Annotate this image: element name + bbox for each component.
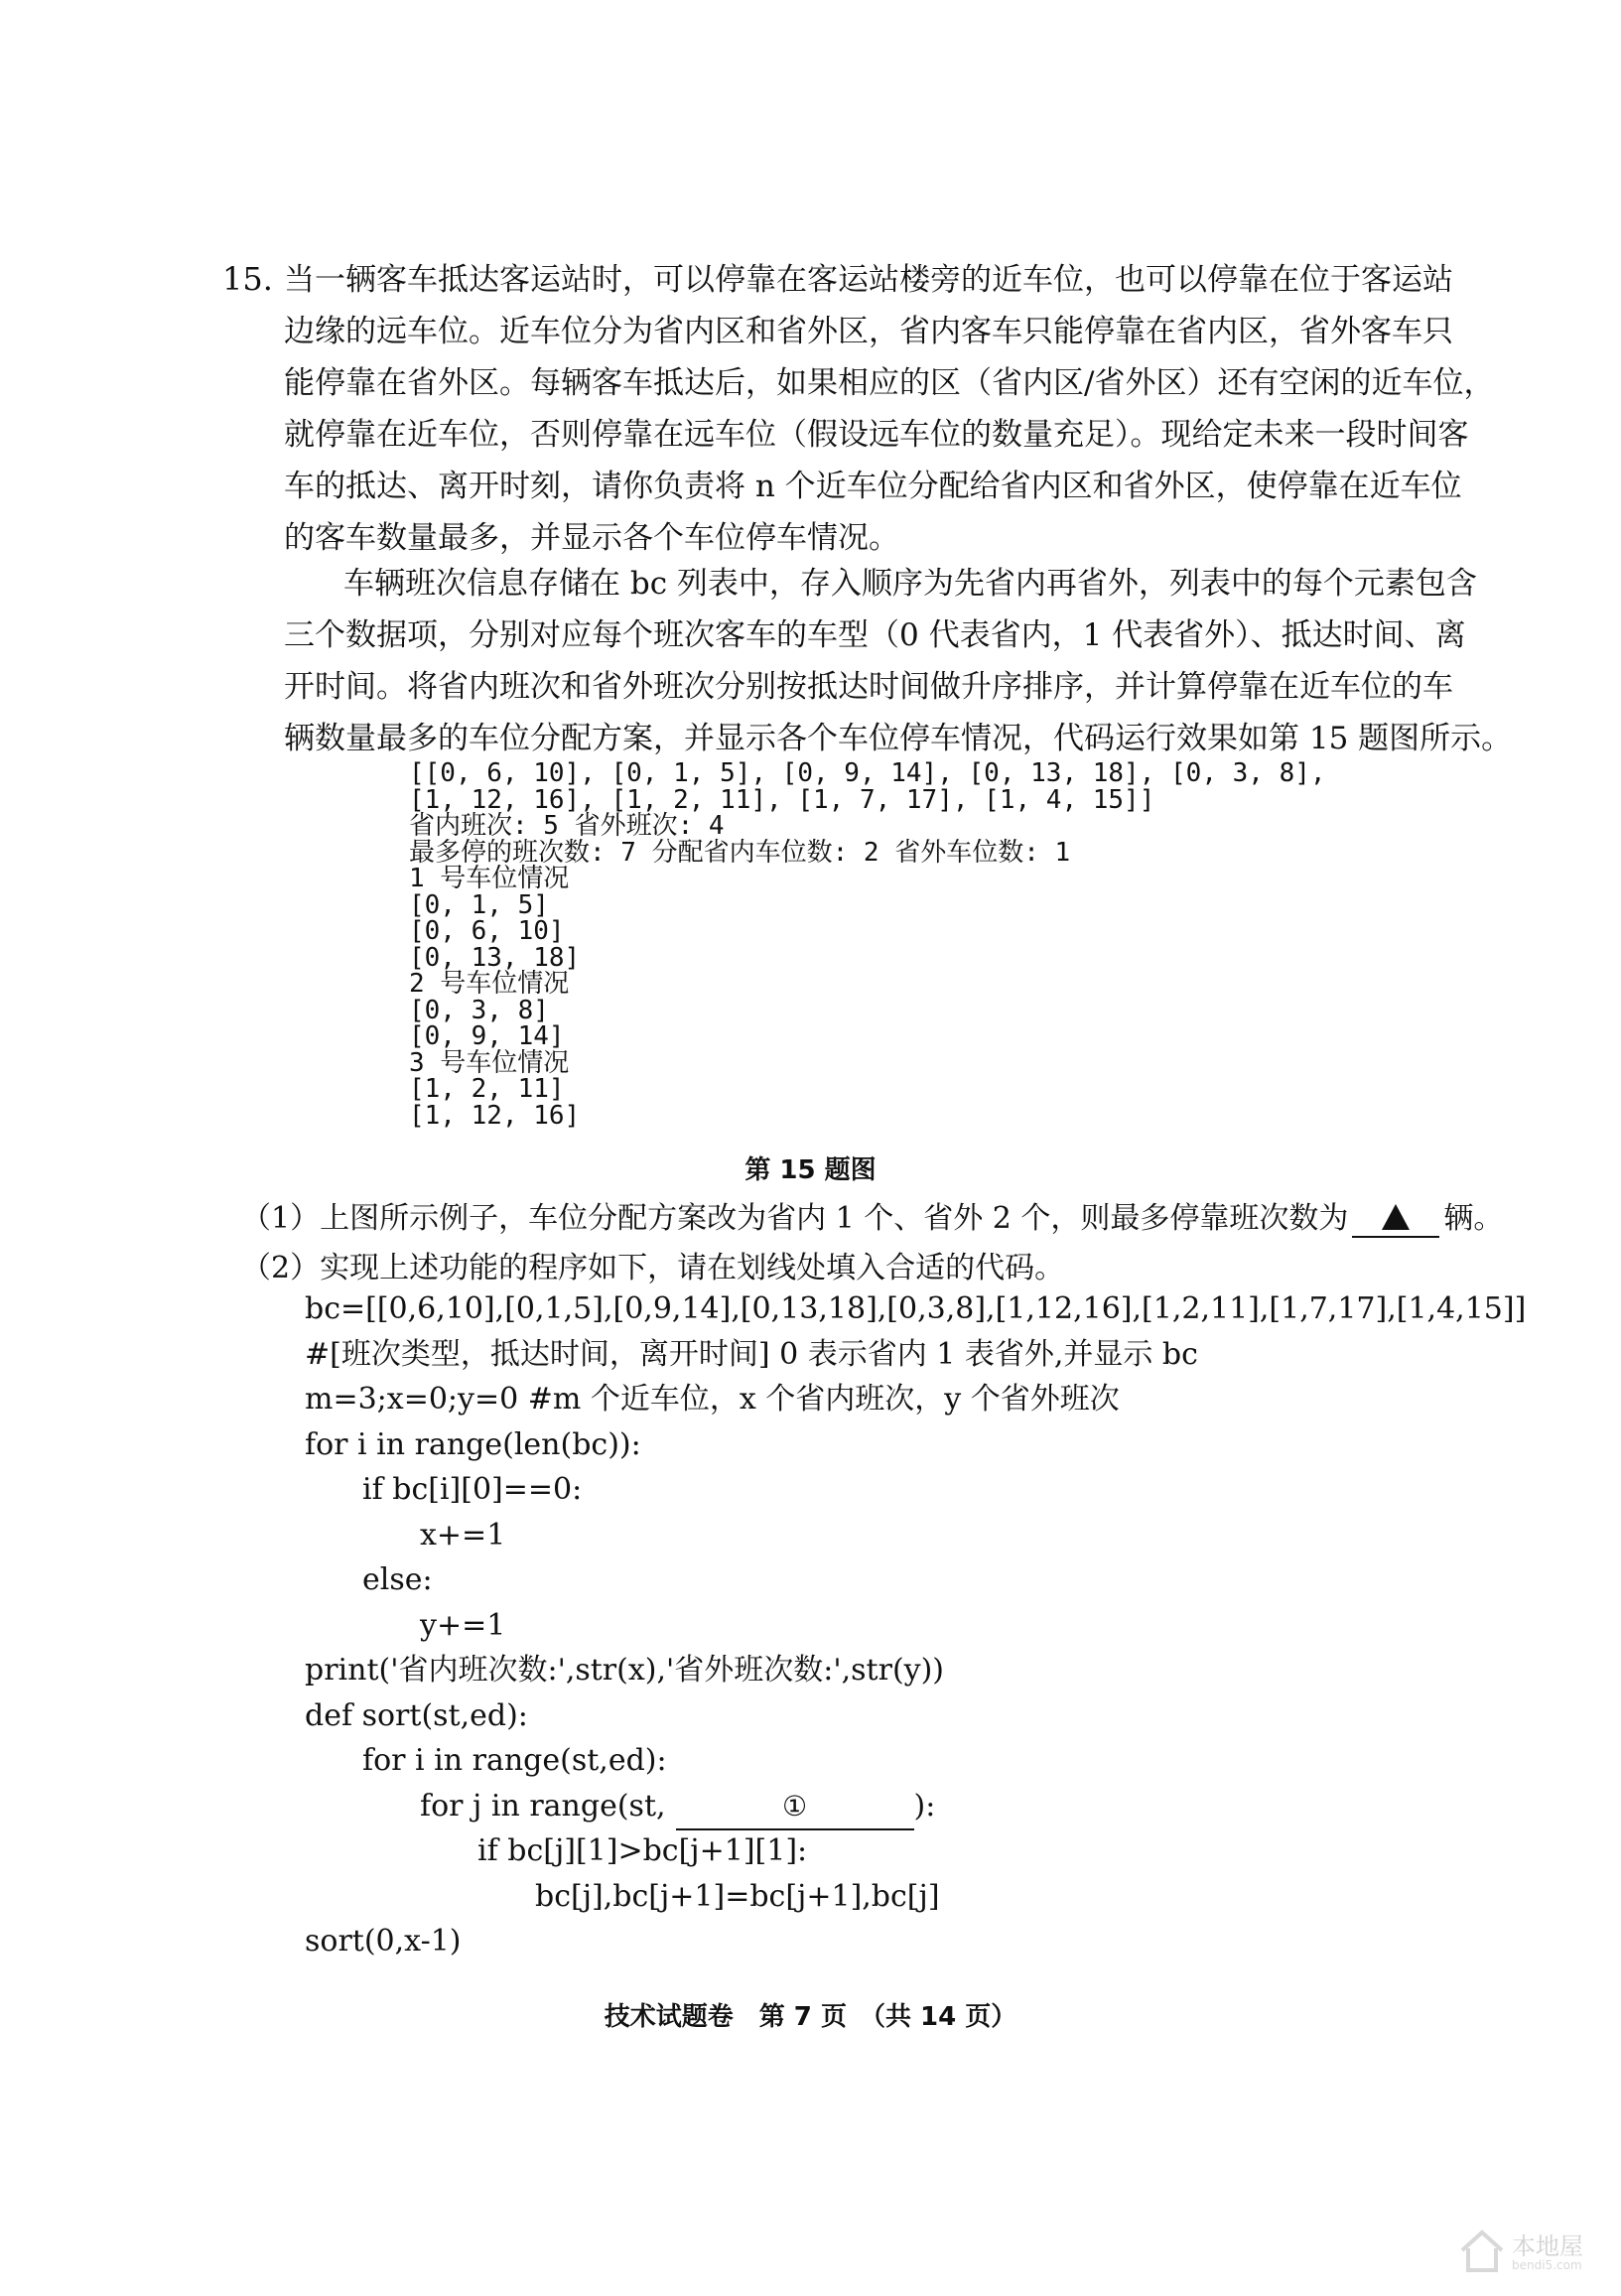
code-line: m=3;x=0;y=0 #m 个近车位，x 个省内班次，y 个省外班次 bbox=[305, 1382, 1120, 1417]
console-line: [0, 13, 18] bbox=[409, 942, 581, 973]
text-line: 车的抵达、离开时刻，请你负责将 n 个近车位分配给省内区和省外区，使停靠在近车位 bbox=[284, 469, 1462, 504]
code-line: bc=[[0,6,10],[0,1,5],[0,9,14],[0,13,18],[0,3,8],[1,12,16],[1,2,11],[1,7,17],[1,4,15]] bbox=[305, 1291, 1527, 1326]
text-line: 辆数量最多的车位分配方案，并显示各个车位停车情况，代码运行效果如第 15 题图所示。 bbox=[284, 721, 1513, 756]
code-block bbox=[305, 1286, 1526, 1964]
code-line: if bc[j][1]>bc[j+1][1]: bbox=[477, 1833, 808, 1868]
text-line: 的客车数量最多，并显示各个车位停车情况。 bbox=[284, 520, 899, 556]
console-line: [1, 12, 16], [1, 2, 11], [1, 7, 17], [1, 4, 15]] bbox=[409, 784, 1155, 815]
text-line: 当一辆客车抵达客运站时，可以停靠在客运站楼旁的近车位，也可以停靠在位于客运站 bbox=[284, 262, 1453, 298]
console-line: 3 号车位情况 bbox=[409, 1047, 570, 1078]
console-line: 最多停的班次数: 7 分配省内车位数: 2 省外车位数: 1 bbox=[409, 837, 1071, 868]
code-line: print('省内班次数:',str(x),'省外班次数:',str(y)) bbox=[305, 1653, 945, 1688]
console-line: [0, 3, 8] bbox=[409, 995, 549, 1025]
console-line: [1, 2, 11] bbox=[409, 1074, 565, 1104]
console-line: [0, 9, 14] bbox=[409, 1021, 565, 1051]
code-line: else: bbox=[362, 1562, 433, 1597]
console-line: 1 号车位情况 bbox=[409, 864, 570, 893]
code-line: y+=1 bbox=[420, 1607, 506, 1643]
console-line: [0, 1, 5] bbox=[409, 889, 549, 920]
code-line: def sort(st,ed): bbox=[305, 1697, 528, 1733]
text-line: 车辆班次信息存储在 bc 列表中，存入顺序为先省内再省外，列表中的每个元素包含 bbox=[343, 566, 1477, 602]
text-line: 开时间。将省内班次和省外班次分别按抵达时间做升序排序，并计算停靠在近车位的车 bbox=[284, 669, 1453, 705]
console-line: 2 号车位情况 bbox=[409, 969, 570, 999]
code-line: #[班次类型，抵达时间，离开时间] 0 表示省内 1 表省外,并显示 bc bbox=[305, 1336, 1198, 1372]
console-line: [1, 12, 16] bbox=[409, 1100, 581, 1131]
console-line: [[0, 6, 10], [0, 1, 5], [0, 9, 14], [0, 13, 18], [0, 3, 8], bbox=[409, 758, 1326, 788]
watermark-text: 本地屋 bbox=[1512, 2232, 1583, 2260]
watermark bbox=[1458, 2225, 1607, 2282]
code-line: if bc[i][0]==0: bbox=[362, 1472, 583, 1507]
code-blank-1[interactable] bbox=[676, 1784, 914, 1831]
code-line: for i in range(len(bc)): bbox=[305, 1426, 641, 1462]
code-line-with-blank bbox=[305, 1784, 1526, 1829]
subquestion-1 bbox=[241, 1193, 1503, 1238]
subquestion-1-suffix: 辆。 bbox=[1443, 1201, 1504, 1236]
house-icon bbox=[1458, 2228, 1506, 2274]
page-footer: 技术试题卷 第 7 页 （共 14 页） bbox=[604, 2002, 1017, 2032]
answer-blank[interactable] bbox=[1352, 1201, 1439, 1238]
watermark-url: bendi5.com bbox=[1512, 2258, 1582, 2272]
text-line: 边缘的远车位。近车位分为省内区和省外区，省内客车只能停靠在省内区，省外客车只 bbox=[284, 314, 1453, 349]
text-line: 三个数据项，分别对应每个班次客车的车型（0 代表省内，1 代表省外）、抵达时间、离 bbox=[284, 617, 1466, 653]
console-line: [0, 6, 10] bbox=[409, 916, 565, 946]
code-line: sort(0,x-1) bbox=[305, 1924, 462, 1958]
console-output bbox=[409, 758, 1326, 1131]
code-line: for i in range(st,ed): bbox=[362, 1743, 667, 1778]
code-line: bc[j],bc[j+1]=bc[j+1],bc[j] bbox=[535, 1878, 940, 1914]
code-fragment: for j in range(st, bbox=[420, 1788, 666, 1823]
triangle-icon bbox=[1382, 1204, 1410, 1230]
text-line: 就停靠在近车位，否则停靠在远车位（假设远车位的数量充足）。现给定未来一段时间客 bbox=[284, 417, 1469, 453]
blank-number: ① bbox=[781, 1789, 808, 1823]
console-line: 省内班次: 5 省外班次: 4 bbox=[409, 811, 725, 841]
code-fragment: ): bbox=[913, 1788, 936, 1823]
code-line: x+=1 bbox=[420, 1517, 506, 1553]
subquestion-2: （2）实现上述功能的程序如下，请在划线处填入合适的代码。 bbox=[241, 1251, 1065, 1285]
question-paragraph-2 bbox=[284, 558, 1513, 764]
figure-caption: 第 15 题图 bbox=[744, 1155, 877, 1185]
question-number: 15. bbox=[222, 260, 273, 298]
subquestion-1-text: （1）上图所示例子，车位分配方案改为省内 1 个、省外 2 个，则最多停靠班次数为 bbox=[241, 1201, 1349, 1236]
question-paragraph-1 bbox=[284, 254, 1495, 564]
text-line: 能停靠在省外区。每辆客车抵达后，如果相应的区（省内区/省外区）还有空闲的近车位， bbox=[284, 365, 1495, 401]
